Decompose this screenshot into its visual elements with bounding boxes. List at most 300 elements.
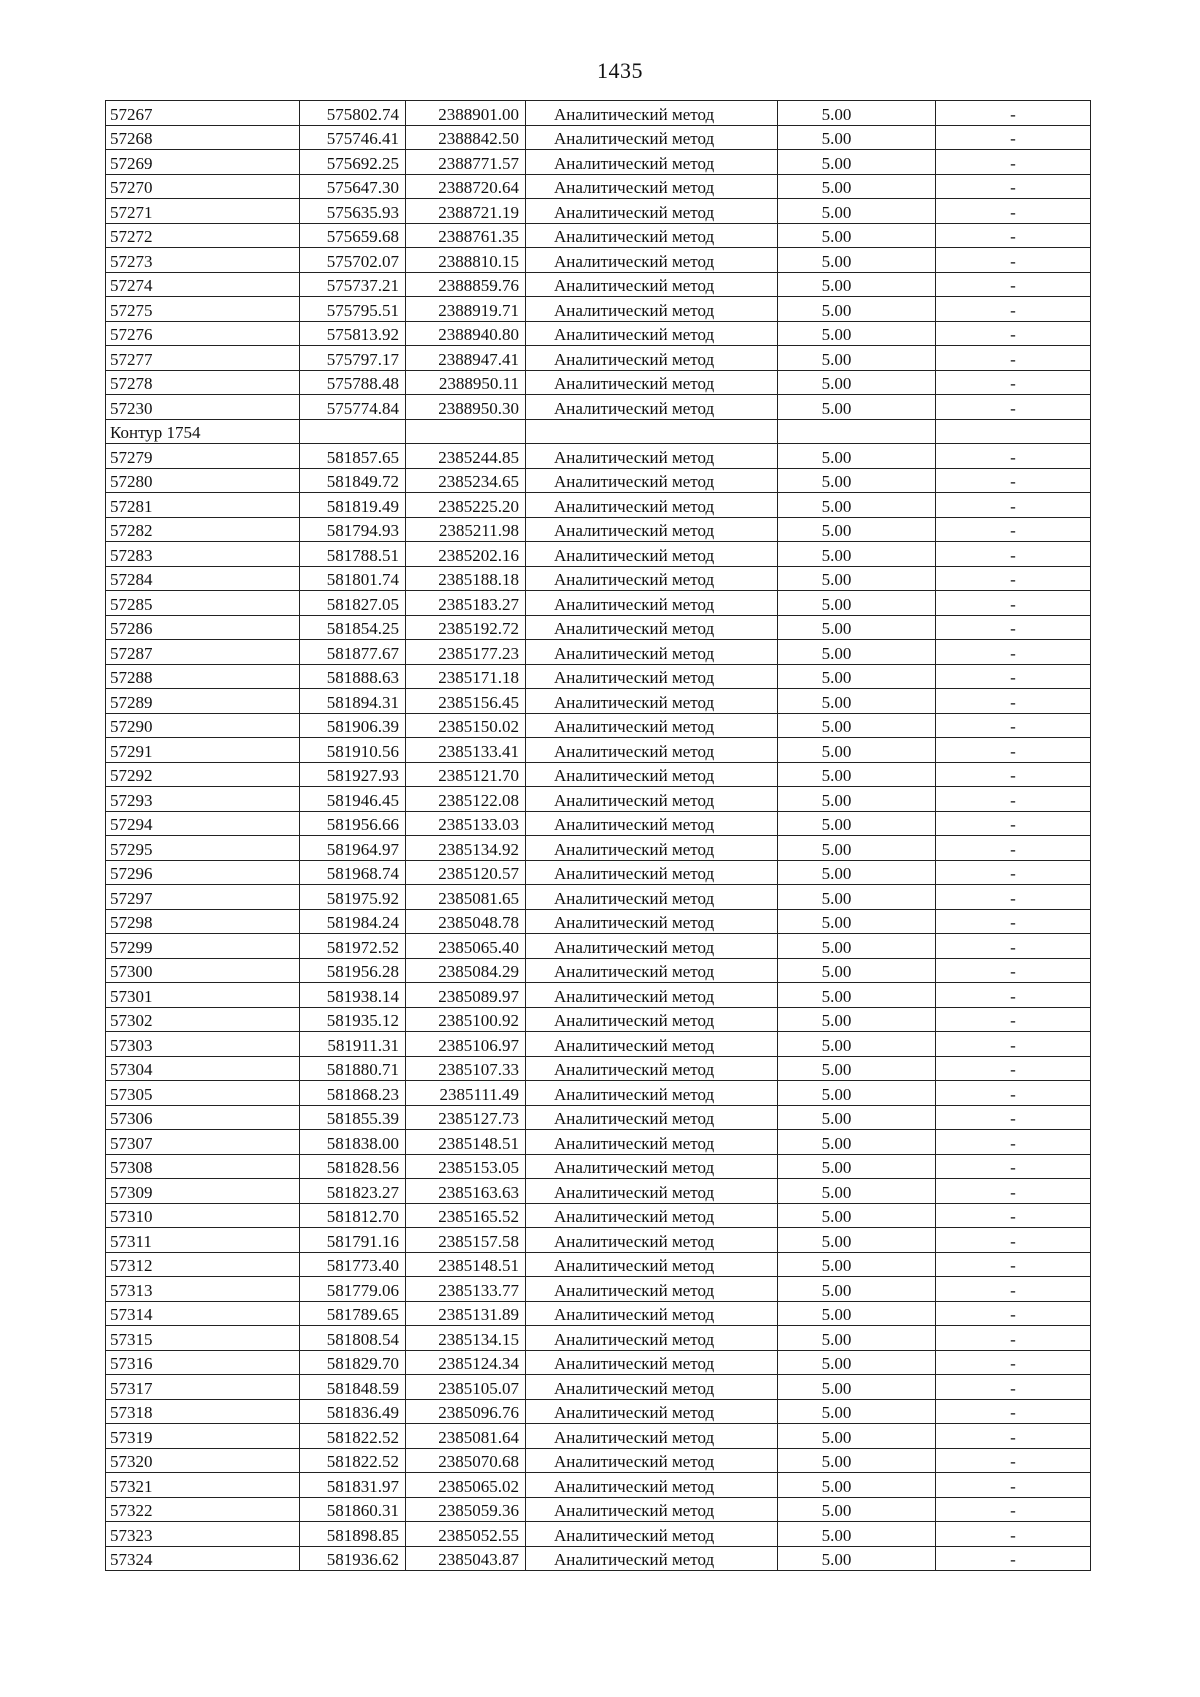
accuracy-cell: 5.00 — [778, 1301, 936, 1326]
y-coordinate-cell: 2385096.76 — [406, 1399, 526, 1424]
accuracy-cell: 5.00 — [778, 444, 936, 469]
extra-cell: - — [936, 1473, 1091, 1498]
extra-cell: - — [936, 1522, 1091, 1547]
method-cell: Аналитический метод — [526, 860, 778, 885]
accuracy-cell: 5.00 — [778, 958, 936, 983]
table-row — [106, 1179, 1091, 1204]
y-coordinate-cell: 2385234.65 — [406, 468, 526, 493]
accuracy-cell: 5.00 — [778, 297, 936, 322]
table-row — [106, 542, 1091, 567]
point-id-cell: 57305 — [106, 1081, 300, 1106]
method-cell: Аналитический метод — [526, 1179, 778, 1204]
y-coordinate-cell: 2385127.73 — [406, 1105, 526, 1130]
accuracy-cell: 5.00 — [778, 1228, 936, 1253]
point-id-cell: 57301 — [106, 983, 300, 1008]
point-id-cell: 57303 — [106, 1032, 300, 1057]
y-coordinate-cell: 2388901.00 — [406, 101, 526, 126]
table-row — [106, 1473, 1091, 1498]
method-cell: Аналитический метод — [526, 1203, 778, 1228]
table-row — [106, 885, 1091, 910]
x-coordinate-cell: 581972.52 — [300, 934, 406, 959]
extra-cell: - — [936, 1399, 1091, 1424]
method-cell: Аналитический метод — [526, 1228, 778, 1253]
accuracy-cell: 5.00 — [778, 542, 936, 567]
point-id-cell: 57230 — [106, 395, 300, 420]
point-id-cell: 57292 — [106, 762, 300, 787]
method-cell: Аналитический метод — [526, 1105, 778, 1130]
x-coordinate-cell: 581956.28 — [300, 958, 406, 983]
method-cell: Аналитический метод — [526, 909, 778, 934]
point-id-cell: 57280 — [106, 468, 300, 493]
method-cell: Аналитический метод — [526, 1399, 778, 1424]
table-row — [106, 591, 1091, 616]
x-coordinate-cell: 581927.93 — [300, 762, 406, 787]
x-coordinate-cell: 581968.74 — [300, 860, 406, 885]
x-coordinate-cell: 581849.72 — [300, 468, 406, 493]
extra-cell: - — [936, 860, 1091, 885]
table-row — [106, 1032, 1091, 1057]
extra-cell: - — [936, 909, 1091, 934]
point-id-cell: 57270 — [106, 174, 300, 199]
x-coordinate-cell: 581838.00 — [300, 1130, 406, 1155]
x-coordinate-cell: 575737.21 — [300, 272, 406, 297]
extra-cell: - — [936, 248, 1091, 273]
accuracy-cell: 5.00 — [778, 860, 936, 885]
method-cell: Аналитический метод — [526, 1007, 778, 1032]
point-id-cell: 57297 — [106, 885, 300, 910]
table-row — [106, 1375, 1091, 1400]
point-id-cell: 57316 — [106, 1350, 300, 1375]
y-coordinate-cell: 2385133.77 — [406, 1277, 526, 1302]
accuracy-cell: 5.00 — [778, 101, 936, 126]
accuracy-cell: 5.00 — [778, 1375, 936, 1400]
accuracy-cell: 5.00 — [778, 174, 936, 199]
point-id-cell: 57320 — [106, 1448, 300, 1473]
x-coordinate-cell: 581877.67 — [300, 640, 406, 665]
accuracy-cell: 5.00 — [778, 1497, 936, 1522]
point-id-cell: 57312 — [106, 1252, 300, 1277]
extra-cell: - — [936, 101, 1091, 126]
x-coordinate-cell: 581936.62 — [300, 1546, 406, 1571]
method-cell: Аналитический метод — [526, 1546, 778, 1571]
x-coordinate-cell: 581910.56 — [300, 738, 406, 763]
extra-cell: - — [936, 713, 1091, 738]
x-coordinate-cell: 581822.52 — [300, 1424, 406, 1449]
x-coordinate-cell: 581789.65 — [300, 1301, 406, 1326]
point-id-cell: 57275 — [106, 297, 300, 322]
x-coordinate-cell: 575813.92 — [300, 321, 406, 346]
y-coordinate-cell: 2385225.20 — [406, 493, 526, 518]
extra-cell: - — [936, 664, 1091, 689]
method-cell: Аналитический метод — [526, 566, 778, 591]
x-coordinate-cell: 575774.84 — [300, 395, 406, 420]
accuracy-cell: 5.00 — [778, 1448, 936, 1473]
empty-cell — [300, 419, 406, 444]
y-coordinate-cell: 2385121.70 — [406, 762, 526, 787]
y-coordinate-cell: 2385244.85 — [406, 444, 526, 469]
table-row — [106, 1399, 1091, 1424]
section-title: Контур 1754 — [106, 419, 300, 444]
x-coordinate-cell: 581831.97 — [300, 1473, 406, 1498]
point-id-cell: 57324 — [106, 1546, 300, 1571]
extra-cell: - — [936, 1326, 1091, 1351]
extra-cell: - — [936, 958, 1091, 983]
table-row — [106, 1007, 1091, 1032]
point-id-cell: 57321 — [106, 1473, 300, 1498]
table-row — [106, 787, 1091, 812]
extra-cell: - — [936, 1546, 1091, 1571]
y-coordinate-cell: 2385106.97 — [406, 1032, 526, 1057]
y-coordinate-cell: 2385165.52 — [406, 1203, 526, 1228]
x-coordinate-cell: 581848.59 — [300, 1375, 406, 1400]
table-row — [106, 738, 1091, 763]
point-id-cell: 57288 — [106, 664, 300, 689]
method-cell: Аналитический метод — [526, 1032, 778, 1057]
method-cell: Аналитический метод — [526, 640, 778, 665]
extra-cell: - — [936, 1203, 1091, 1228]
method-cell: Аналитический метод — [526, 370, 778, 395]
point-id-cell: 57310 — [106, 1203, 300, 1228]
accuracy-cell: 5.00 — [778, 150, 936, 175]
table-row — [106, 1326, 1091, 1351]
x-coordinate-cell: 581854.25 — [300, 615, 406, 640]
method-cell: Аналитический метод — [526, 1326, 778, 1351]
point-id-cell: 57291 — [106, 738, 300, 763]
extra-cell: - — [936, 640, 1091, 665]
x-coordinate-cell: 581880.71 — [300, 1056, 406, 1081]
point-id-cell: 57294 — [106, 811, 300, 836]
method-cell: Аналитический метод — [526, 1448, 778, 1473]
method-cell: Аналитический метод — [526, 1375, 778, 1400]
table-row — [106, 1252, 1091, 1277]
y-coordinate-cell: 2385124.34 — [406, 1350, 526, 1375]
y-coordinate-cell: 2385105.07 — [406, 1375, 526, 1400]
extra-cell: - — [936, 1007, 1091, 1032]
extra-cell: - — [936, 836, 1091, 861]
y-coordinate-cell: 2385171.18 — [406, 664, 526, 689]
x-coordinate-cell: 581898.85 — [300, 1522, 406, 1547]
empty-cell — [936, 419, 1091, 444]
extra-cell: - — [936, 615, 1091, 640]
y-coordinate-cell: 2388919.71 — [406, 297, 526, 322]
method-cell: Аналитический метод — [526, 958, 778, 983]
y-coordinate-cell: 2388771.57 — [406, 150, 526, 175]
x-coordinate-cell: 581827.05 — [300, 591, 406, 616]
accuracy-cell: 5.00 — [778, 615, 936, 640]
extra-cell: - — [936, 468, 1091, 493]
table-row — [106, 174, 1091, 199]
extra-cell: - — [936, 738, 1091, 763]
accuracy-cell: 5.00 — [778, 934, 936, 959]
table-row — [106, 1081, 1091, 1106]
table-row — [106, 223, 1091, 248]
method-cell: Аналитический метод — [526, 444, 778, 469]
extra-cell: - — [936, 1301, 1091, 1326]
x-coordinate-cell: 581956.66 — [300, 811, 406, 836]
accuracy-cell: 5.00 — [778, 321, 936, 346]
accuracy-cell: 5.00 — [778, 787, 936, 812]
accuracy-cell: 5.00 — [778, 1277, 936, 1302]
accuracy-cell: 5.00 — [778, 272, 936, 297]
method-cell: Аналитический метод — [526, 713, 778, 738]
point-id-cell: 57279 — [106, 444, 300, 469]
extra-cell: - — [936, 542, 1091, 567]
method-cell: Аналитический метод — [526, 272, 778, 297]
table-row — [106, 615, 1091, 640]
x-coordinate-cell: 581779.06 — [300, 1277, 406, 1302]
extra-cell: - — [936, 150, 1091, 175]
y-coordinate-cell: 2388761.35 — [406, 223, 526, 248]
extra-cell: - — [936, 1032, 1091, 1057]
x-coordinate-cell: 575692.25 — [300, 150, 406, 175]
x-coordinate-cell: 581812.70 — [300, 1203, 406, 1228]
y-coordinate-cell: 2388947.41 — [406, 346, 526, 371]
method-cell: Аналитический метод — [526, 346, 778, 371]
table-row — [106, 1105, 1091, 1130]
y-coordinate-cell: 2388950.30 — [406, 395, 526, 420]
extra-cell: - — [936, 762, 1091, 787]
y-coordinate-cell: 2385100.92 — [406, 1007, 526, 1032]
method-cell: Аналитический метод — [526, 174, 778, 199]
y-coordinate-cell: 2385065.40 — [406, 934, 526, 959]
accuracy-cell: 5.00 — [778, 346, 936, 371]
accuracy-cell: 5.00 — [778, 199, 936, 224]
point-id-cell: 57308 — [106, 1154, 300, 1179]
table-row — [106, 909, 1091, 934]
extra-cell: - — [936, 444, 1091, 469]
point-id-cell: 57315 — [106, 1326, 300, 1351]
extra-cell: - — [936, 1228, 1091, 1253]
y-coordinate-cell: 2385156.45 — [406, 689, 526, 714]
method-cell: Аналитический метод — [526, 150, 778, 175]
y-coordinate-cell: 2385188.18 — [406, 566, 526, 591]
method-cell: Аналитический метод — [526, 762, 778, 787]
method-cell: Аналитический метод — [526, 1154, 778, 1179]
accuracy-cell: 5.00 — [778, 689, 936, 714]
x-coordinate-cell: 581828.56 — [300, 1154, 406, 1179]
empty-cell — [406, 419, 526, 444]
extra-cell: - — [936, 395, 1091, 420]
x-coordinate-cell: 581791.16 — [300, 1228, 406, 1253]
method-cell: Аналитический метод — [526, 468, 778, 493]
method-cell: Аналитический метод — [526, 1252, 778, 1277]
table-row — [106, 150, 1091, 175]
x-coordinate-cell: 581860.31 — [300, 1497, 406, 1522]
y-coordinate-cell: 2385059.36 — [406, 1497, 526, 1522]
accuracy-cell: 5.00 — [778, 591, 936, 616]
table-row — [106, 297, 1091, 322]
y-coordinate-cell: 2388810.15 — [406, 248, 526, 273]
accuracy-cell: 5.00 — [778, 517, 936, 542]
y-coordinate-cell: 2388950.11 — [406, 370, 526, 395]
method-cell: Аналитический метод — [526, 1081, 778, 1106]
extra-cell: - — [936, 934, 1091, 959]
table-row — [106, 566, 1091, 591]
point-id-cell: 57274 — [106, 272, 300, 297]
method-cell: Аналитический метод — [526, 885, 778, 910]
y-coordinate-cell: 2385048.78 — [406, 909, 526, 934]
method-cell: Аналитический метод — [526, 1277, 778, 1302]
extra-cell: - — [936, 370, 1091, 395]
accuracy-cell: 5.00 — [778, 468, 936, 493]
extra-cell: - — [936, 272, 1091, 297]
x-coordinate-cell: 581788.51 — [300, 542, 406, 567]
extra-cell: - — [936, 983, 1091, 1008]
y-coordinate-cell: 2385081.65 — [406, 885, 526, 910]
accuracy-cell: 5.00 — [778, 909, 936, 934]
y-coordinate-cell: 2385120.57 — [406, 860, 526, 885]
point-id-cell: 57271 — [106, 199, 300, 224]
y-coordinate-cell: 2385192.72 — [406, 615, 526, 640]
extra-cell: - — [936, 1448, 1091, 1473]
method-cell: Аналитический метод — [526, 664, 778, 689]
x-coordinate-cell: 575659.68 — [300, 223, 406, 248]
extra-cell: - — [936, 1375, 1091, 1400]
point-id-cell: 57293 — [106, 787, 300, 812]
y-coordinate-cell: 2388842.50 — [406, 125, 526, 150]
x-coordinate-cell: 581938.14 — [300, 983, 406, 1008]
method-cell: Аналитический метод — [526, 1301, 778, 1326]
method-cell: Аналитический метод — [526, 591, 778, 616]
accuracy-cell: 5.00 — [778, 370, 936, 395]
point-id-cell: 57289 — [106, 689, 300, 714]
table-row — [106, 836, 1091, 861]
extra-cell: - — [936, 199, 1091, 224]
x-coordinate-cell: 581855.39 — [300, 1105, 406, 1130]
table-row — [106, 664, 1091, 689]
accuracy-cell: 5.00 — [778, 1399, 936, 1424]
extra-cell: - — [936, 1154, 1091, 1179]
table-row — [106, 1154, 1091, 1179]
y-coordinate-cell: 2388940.80 — [406, 321, 526, 346]
method-cell: Аналитический метод — [526, 1473, 778, 1498]
extra-cell: - — [936, 174, 1091, 199]
x-coordinate-cell: 575635.93 — [300, 199, 406, 224]
accuracy-cell: 5.00 — [778, 738, 936, 763]
y-coordinate-cell: 2385157.58 — [406, 1228, 526, 1253]
point-id-cell: 57269 — [106, 150, 300, 175]
method-cell: Аналитический метод — [526, 689, 778, 714]
accuracy-cell: 5.00 — [778, 1522, 936, 1547]
method-cell: Аналитический метод — [526, 1056, 778, 1081]
x-coordinate-cell: 575788.48 — [300, 370, 406, 395]
table-row — [106, 1497, 1091, 1522]
method-cell: Аналитический метод — [526, 297, 778, 322]
point-id-cell: 57322 — [106, 1497, 300, 1522]
method-cell: Аналитический метод — [526, 615, 778, 640]
method-cell: Аналитический метод — [526, 125, 778, 150]
accuracy-cell: 5.00 — [778, 493, 936, 518]
point-id-cell: 57323 — [106, 1522, 300, 1547]
table-row — [106, 1056, 1091, 1081]
method-cell: Аналитический метод — [526, 787, 778, 812]
y-coordinate-cell: 2385148.51 — [406, 1252, 526, 1277]
coordinates-table-container — [105, 100, 1090, 1571]
y-coordinate-cell: 2385133.41 — [406, 738, 526, 763]
accuracy-cell: 5.00 — [778, 1424, 936, 1449]
point-id-cell: 57300 — [106, 958, 300, 983]
table-row — [106, 346, 1091, 371]
point-id-cell: 57298 — [106, 909, 300, 934]
table-row — [106, 1228, 1091, 1253]
accuracy-cell: 5.00 — [778, 248, 936, 273]
x-coordinate-cell: 581935.12 — [300, 1007, 406, 1032]
table-row — [106, 860, 1091, 885]
accuracy-cell: 5.00 — [778, 1105, 936, 1130]
extra-cell: - — [936, 1277, 1091, 1302]
extra-cell: - — [936, 1081, 1091, 1106]
x-coordinate-cell: 575797.17 — [300, 346, 406, 371]
method-cell: Аналитический метод — [526, 542, 778, 567]
extra-cell: - — [936, 517, 1091, 542]
extra-cell: - — [936, 1252, 1091, 1277]
extra-cell: - — [936, 1056, 1091, 1081]
y-coordinate-cell: 2385081.64 — [406, 1424, 526, 1449]
method-cell: Аналитический метод — [526, 1130, 778, 1155]
table-row — [106, 762, 1091, 787]
accuracy-cell: 5.00 — [778, 1056, 936, 1081]
method-cell: Аналитический метод — [526, 321, 778, 346]
point-id-cell: 57285 — [106, 591, 300, 616]
extra-cell: - — [936, 885, 1091, 910]
method-cell: Аналитический метод — [526, 101, 778, 126]
table-row — [106, 1203, 1091, 1228]
accuracy-cell: 5.00 — [778, 1007, 936, 1032]
accuracy-cell: 5.00 — [778, 1350, 936, 1375]
table-row — [106, 125, 1091, 150]
point-id-cell: 57318 — [106, 1399, 300, 1424]
point-id-cell: 57296 — [106, 860, 300, 885]
x-coordinate-cell: 581868.23 — [300, 1081, 406, 1106]
table-row — [106, 713, 1091, 738]
table-row — [106, 248, 1091, 273]
table-row — [106, 1546, 1091, 1571]
x-coordinate-cell: 575702.07 — [300, 248, 406, 273]
table-row — [106, 517, 1091, 542]
table-row — [106, 370, 1091, 395]
point-id-cell: 57304 — [106, 1056, 300, 1081]
y-coordinate-cell: 2385134.92 — [406, 836, 526, 861]
extra-cell: - — [936, 1179, 1091, 1204]
point-id-cell: 57306 — [106, 1105, 300, 1130]
point-id-cell: 57272 — [106, 223, 300, 248]
x-coordinate-cell: 581911.31 — [300, 1032, 406, 1057]
extra-cell: - — [936, 1130, 1091, 1155]
accuracy-cell: 5.00 — [778, 223, 936, 248]
method-cell: Аналитический метод — [526, 395, 778, 420]
x-coordinate-cell: 581964.97 — [300, 836, 406, 861]
point-id-cell: 57311 — [106, 1228, 300, 1253]
extra-cell: - — [936, 297, 1091, 322]
y-coordinate-cell: 2385131.89 — [406, 1301, 526, 1326]
point-id-cell: 57284 — [106, 566, 300, 591]
point-id-cell: 57287 — [106, 640, 300, 665]
accuracy-cell: 5.00 — [778, 1179, 936, 1204]
table-row — [106, 983, 1091, 1008]
point-id-cell: 57283 — [106, 542, 300, 567]
table-row — [106, 199, 1091, 224]
table-row — [106, 1277, 1091, 1302]
method-cell: Аналитический метод — [526, 934, 778, 959]
extra-cell: - — [936, 1497, 1091, 1522]
page-number: 1435 — [597, 58, 643, 83]
table-row — [106, 272, 1091, 297]
table-row — [106, 321, 1091, 346]
accuracy-cell: 5.00 — [778, 1326, 936, 1351]
accuracy-cell: 5.00 — [778, 125, 936, 150]
point-id-cell: 57281 — [106, 493, 300, 518]
method-cell: Аналитический метод — [526, 836, 778, 861]
